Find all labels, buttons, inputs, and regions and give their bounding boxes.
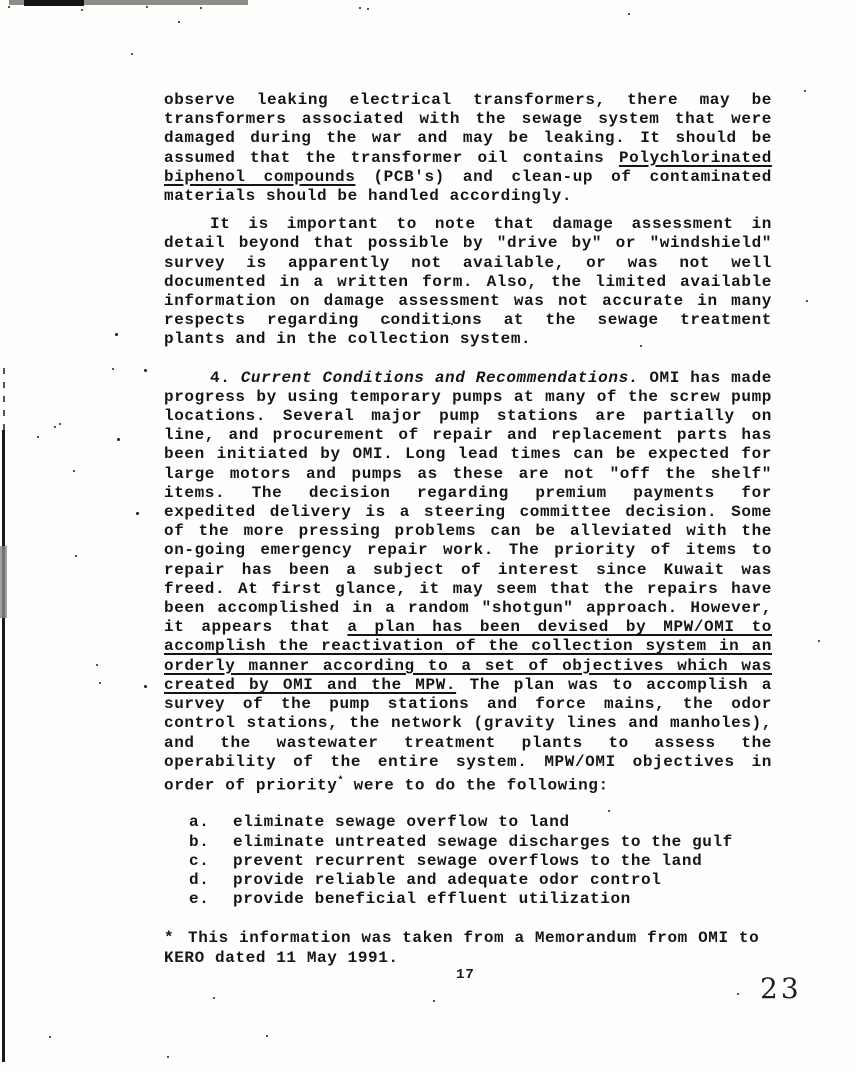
objective-label: a. bbox=[189, 813, 210, 832]
noise-speck bbox=[73, 470, 75, 472]
text-segment-normal: It is important to note that damage assessment in detail beyond that possible by "drive by" or "windshield" survey is apparently not available, or was not well documented in a written form. Also, the limited available information on damage assessment was not accurate in many respects regarding conditions at the sewage treatment plants and in the collection system. bbox=[164, 215, 772, 349]
objective-item bbox=[189, 852, 772, 871]
noise-speck bbox=[167, 1056, 169, 1058]
noise-speck bbox=[49, 1036, 51, 1038]
scan-artifact-left-edge-line bbox=[2, 430, 5, 1062]
footnote-text: This information was taken from a Memorandum from OMI to KERO dated 11 May 1991. bbox=[164, 929, 760, 967]
noise-speck bbox=[81, 9, 83, 11]
objective-label: c. bbox=[189, 851, 210, 870]
noise-speck bbox=[37, 436, 39, 438]
noise-speck bbox=[99, 682, 101, 684]
noise-speck bbox=[178, 21, 180, 23]
noise-speck bbox=[59, 423, 61, 425]
objective-text: provide reliable and adequate odor control bbox=[233, 871, 662, 890]
noise-speck bbox=[115, 333, 118, 336]
noise-speck bbox=[213, 997, 215, 999]
text-segment-normal: The plan was to accomplish a survey of the pump stations and force mains, the odor control stations, the network (gravity lines and manholes), and the wastewater treatment plants to assess the operability of the entire system. MPW/OMI objectives in order of priority bbox=[164, 675, 772, 795]
noise-speck bbox=[8, 6, 10, 8]
text-segment-underline: a plan has been devised by MPW/OMI to accomplish the reactivation of the collection system in an orderly manner according to a set of objectives which was created by OMI and the MPW. bbox=[164, 618, 772, 694]
text-segment-italic: Current Conditions and Recommendations. bbox=[240, 368, 639, 387]
objective-text: prevent recurrent sewage overflows to the land bbox=[233, 851, 703, 870]
footnote-marker: * bbox=[164, 929, 175, 948]
text-segment-sup: * bbox=[337, 775, 344, 787]
objective-item bbox=[189, 890, 772, 909]
noise-speck bbox=[75, 555, 77, 557]
noise-speck bbox=[144, 685, 147, 688]
objective-label: d. bbox=[189, 871, 210, 890]
noise-speck bbox=[136, 512, 139, 515]
scan-artifact-top-edge-dark bbox=[24, 0, 84, 6]
objective-text: eliminate sewage overflow to land bbox=[233, 813, 570, 832]
noise-speck bbox=[96, 664, 98, 666]
objective-item bbox=[189, 871, 772, 890]
objective-label: e. bbox=[189, 890, 210, 909]
noise-speck bbox=[359, 7, 361, 9]
noise-speck bbox=[200, 7, 202, 9]
noise-speck bbox=[806, 300, 808, 302]
paragraphs-container bbox=[164, 91, 772, 795]
noise-speck bbox=[112, 368, 114, 370]
noise-speck bbox=[131, 53, 133, 55]
objective-text: provide beneficial effluent utilization bbox=[233, 890, 631, 909]
noise-speck bbox=[146, 6, 148, 8]
text-segment-normal: were to do the following: bbox=[343, 776, 609, 795]
noise-speck bbox=[367, 8, 369, 10]
page-number: 17 bbox=[456, 967, 475, 983]
footnote bbox=[164, 929, 772, 967]
noise-speck bbox=[804, 90, 806, 92]
text-segment-normal: OMI has made progress by using temporary pumps at many of the screw pump locations. Several major pump stations are partially on line, and procurement of repair and replacement parts has been initiated by OMI. Long lead times can be expected for large motors and pumps as these are not "off the shelf" items. The decision regarding premium payments for expedited delivery is a steering committee decision. Some of the more pressing problems can be alleviated with the on-going emergency repair work. The priority of items to repair has been a subject of interest since Kuwait was freed. At first glance, it may seem that the repairs have been accomplished in a random "shotgun" approach. However, it appears that bbox=[164, 368, 772, 637]
objective-label: b. bbox=[189, 832, 210, 851]
paragraph-current-conditions bbox=[164, 369, 772, 796]
noise-speck bbox=[737, 993, 739, 995]
objective-item bbox=[189, 833, 772, 852]
paragraph-transformers bbox=[164, 91, 772, 206]
stamped-page-number: 23 bbox=[760, 972, 802, 1005]
noise-speck bbox=[54, 426, 56, 428]
noise-speck bbox=[433, 1000, 435, 1002]
objective-text: eliminate untreated sewage discharges to the gulf bbox=[233, 832, 733, 851]
noise-speck bbox=[628, 13, 630, 15]
text-segment-normal: (PCB's) and clean-up of contaminated materials should be handled accordingly. bbox=[164, 167, 772, 206]
paragraph-damage-assessment bbox=[164, 215, 772, 349]
text-segment-normal: 4. bbox=[210, 368, 241, 387]
objective-item bbox=[189, 813, 772, 832]
scan-artifact-left-edge-smudge bbox=[0, 546, 7, 618]
scan-artifact-left-edge-fade bbox=[3, 368, 5, 432]
text-segment-underline: Polychlorinated biphenol compounds bbox=[164, 148, 772, 186]
noise-speck bbox=[144, 369, 147, 372]
document-body bbox=[164, 91, 772, 968]
noise-speck bbox=[117, 438, 120, 441]
objectives-list bbox=[164, 813, 772, 909]
noise-speck bbox=[266, 1035, 268, 1037]
text-segment-normal: observe leaking electrical transformers, there may be transformers associated with the sewage system that were damaged during the war and may be leaking. It should be assumed that the transformer oil contains bbox=[164, 91, 772, 167]
noise-speck bbox=[818, 640, 820, 642]
